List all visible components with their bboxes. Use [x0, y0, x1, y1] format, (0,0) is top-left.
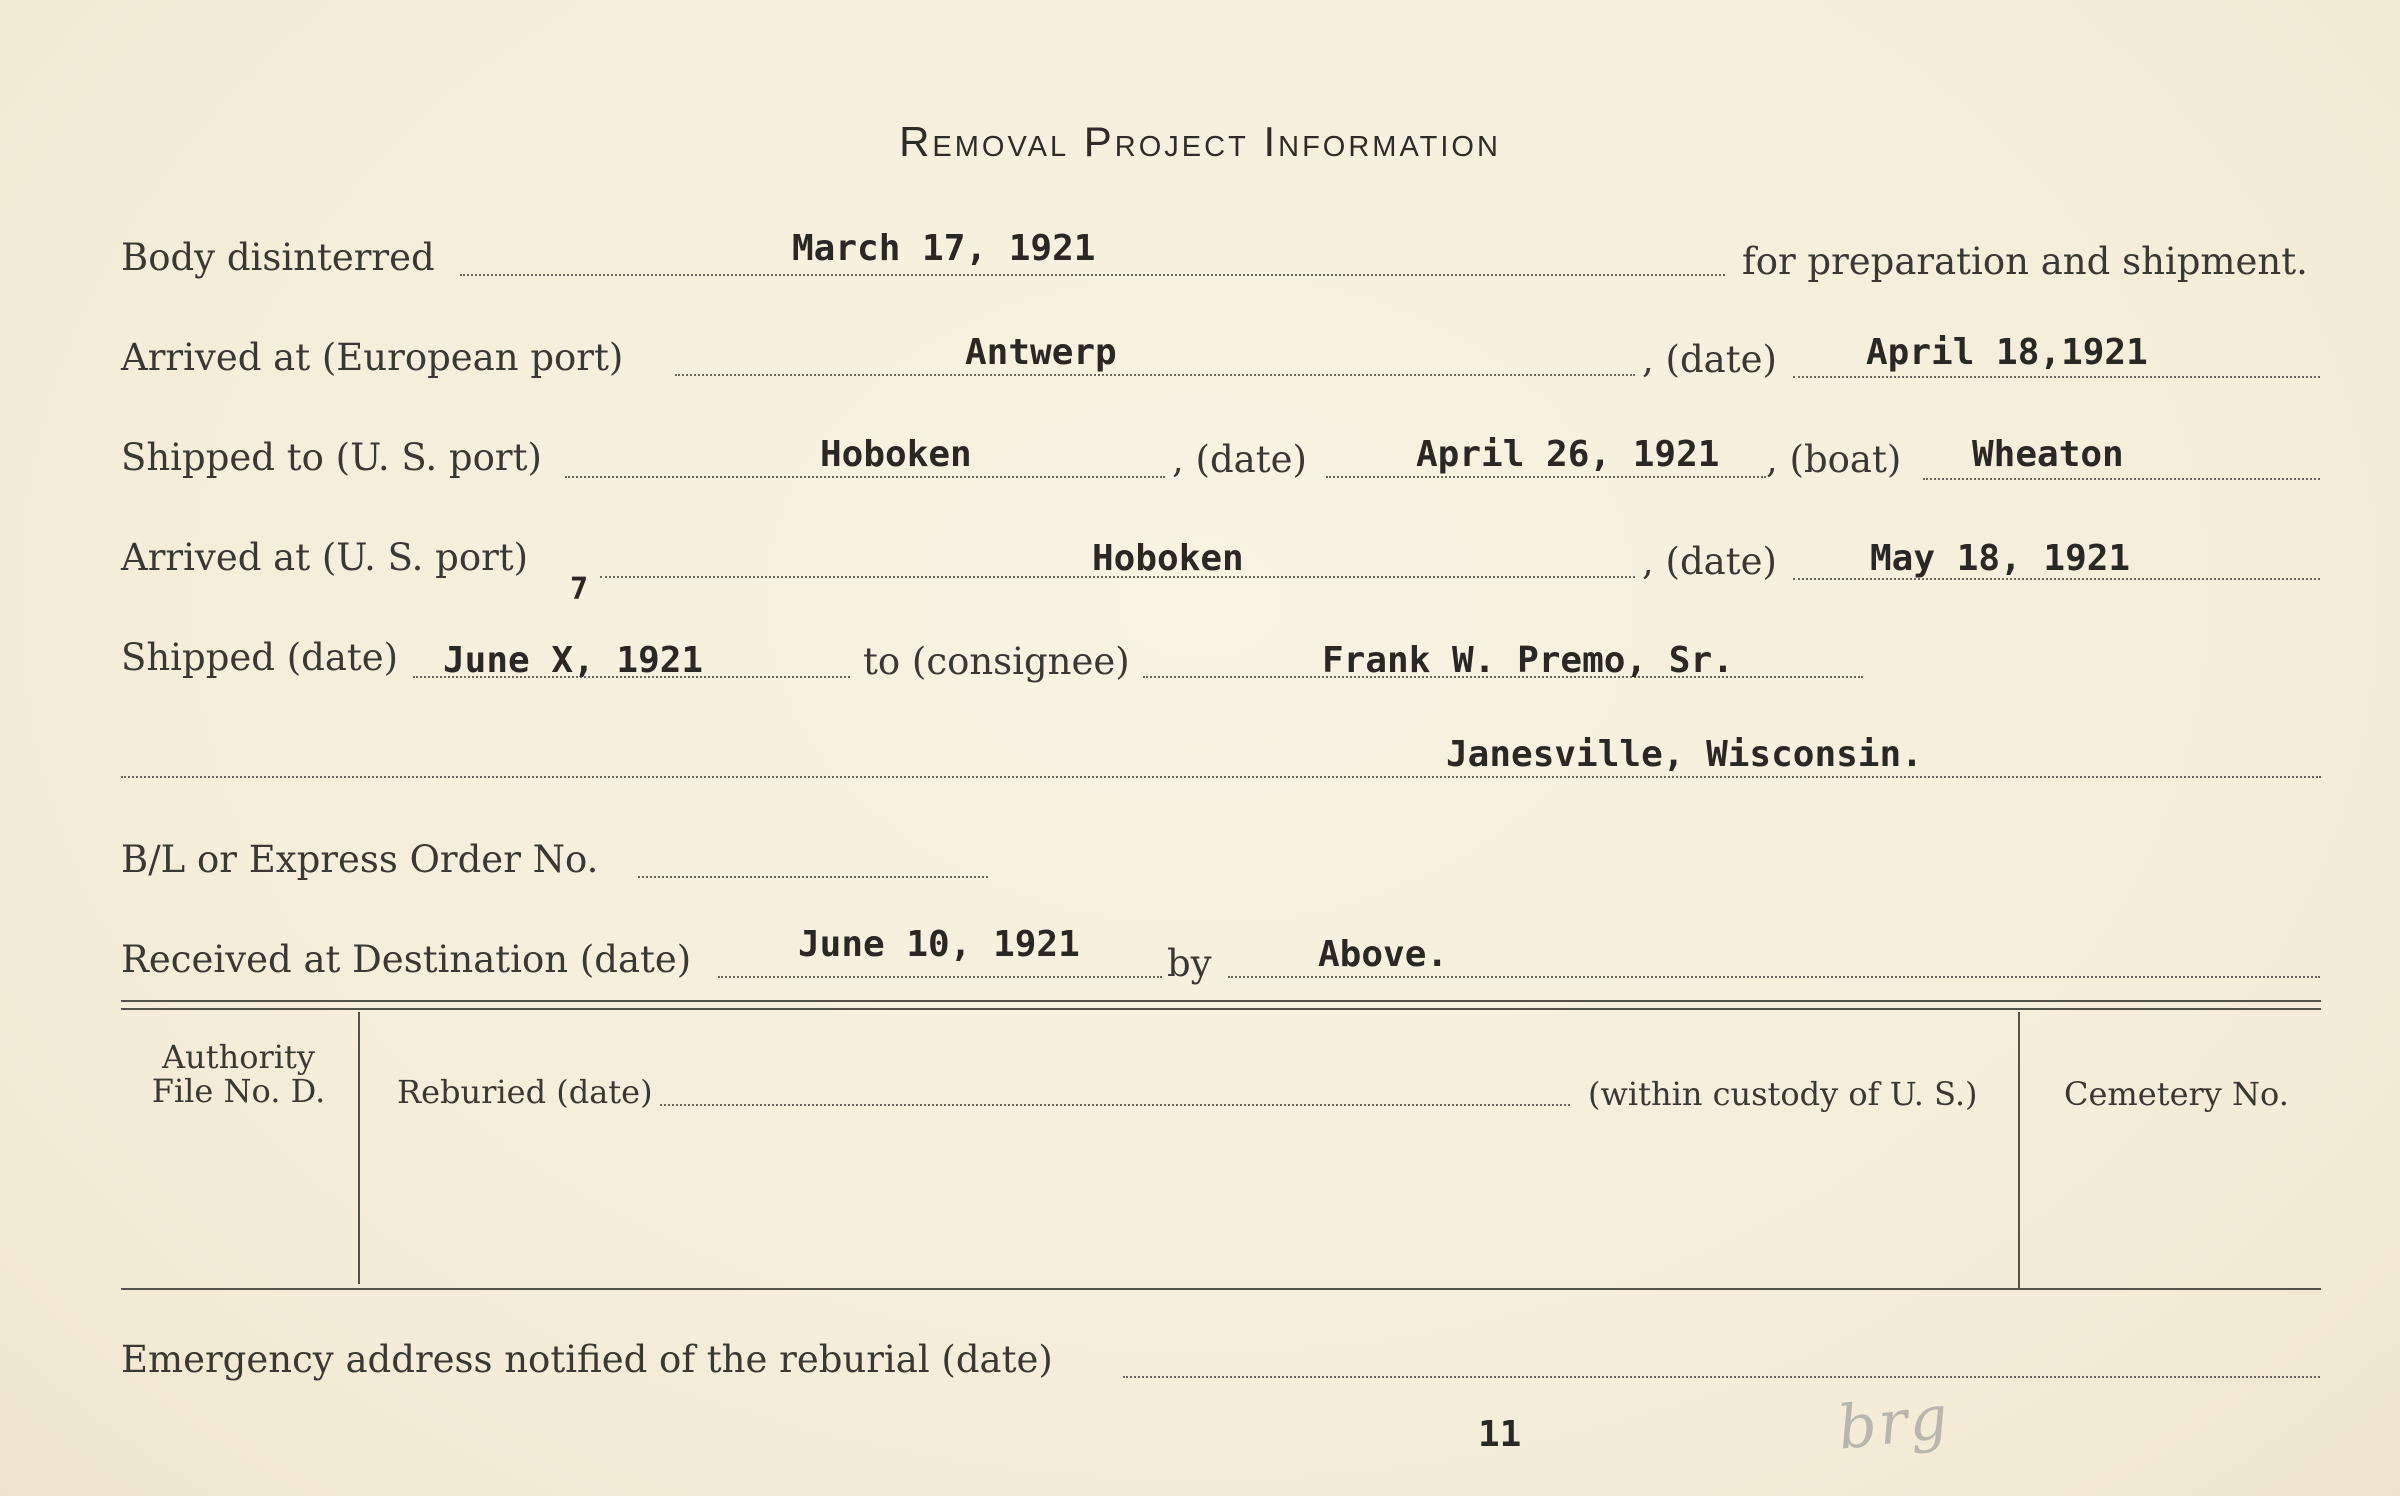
shipped-us-line	[565, 476, 1165, 478]
received-date-value: June 10, 1921	[798, 924, 1080, 965]
custody-label: (within custody of U. S.)	[1588, 1075, 1978, 1113]
consignee-value: Frank W. Premo, Sr.	[1322, 640, 1734, 681]
shipped-us-date-label: , (date)	[1172, 438, 1307, 481]
arrived-european-date-label: , (date)	[1642, 338, 1777, 381]
cemetery-label: Cemetery No.	[2064, 1075, 2289, 1113]
reburied-label: Reburied (date)	[397, 1073, 653, 1111]
shipped-us-boat-label: , (boat)	[1766, 438, 1902, 481]
shipped-us-port-value: Hoboken	[820, 434, 972, 475]
received-label: Received at Destination (date)	[121, 938, 692, 981]
arrived-us-date-label: , (date)	[1642, 540, 1777, 583]
shipped-us-date-value: April 26, 1921	[1416, 434, 1720, 475]
arrived-european-label: Arrived at (European port)	[121, 336, 624, 379]
arrived-us-date-value: May 18, 1921	[1870, 538, 2131, 579]
shipped-date-label: Shipped (date)	[121, 636, 399, 679]
address-line	[121, 776, 2321, 778]
arrived-us-mark: 7	[570, 572, 589, 607]
box-top-rule	[121, 1000, 2321, 1002]
pencil-note: brg	[1834, 1382, 1953, 1464]
body-disinterred-value: March 17, 1921	[792, 228, 1096, 269]
arrived-us-label: Arrived at (U. S. port)	[121, 536, 529, 579]
authority-label-line2: File No. D.	[151, 1072, 326, 1110]
arrived-european-line	[675, 374, 1635, 376]
arrived-european-date-line	[1793, 376, 2320, 378]
emergency-label: Emergency address notified of the reburial (date)	[121, 1338, 1053, 1381]
shipped-us-date-line	[1326, 476, 1766, 478]
shipped-date-value: June X, 1921	[443, 640, 704, 681]
shipped-us-boat-value: Wheaton	[1972, 434, 2124, 475]
card-number: 11	[1478, 1414, 1522, 1455]
box-divider-right	[2018, 1012, 2020, 1288]
arrived-us-port-value: Hoboken	[1092, 538, 1244, 579]
consignee-address-value: Janesville, Wisconsin.	[1446, 734, 1923, 775]
consignee-label: to (consignee)	[863, 640, 1130, 683]
shipped-us-boat-line	[1923, 478, 2320, 480]
bl-order-label: B/L or Express Order No.	[121, 838, 599, 881]
reburied-line	[660, 1104, 1570, 1106]
box-top-rule-double	[121, 1008, 2321, 1010]
authority-label	[121, 1040, 356, 1108]
emergency-line	[1123, 1376, 2320, 1378]
received-by-value: Above.	[1318, 934, 1449, 975]
authority-label-line1: Authority	[162, 1038, 315, 1076]
body-disinterred-line	[460, 274, 1725, 276]
shipped-us-label: Shipped to (U. S. port)	[121, 436, 542, 479]
received-by-label: by	[1167, 942, 1212, 985]
arrived-european-date-value: April 18,1921	[1866, 332, 2148, 373]
box-bottom-rule	[121, 1288, 2321, 1290]
received-line	[718, 976, 1162, 978]
bl-order-line	[638, 876, 988, 878]
body-disinterred-suffix: for preparation and shipment.	[1742, 240, 2308, 283]
arrived-european-port-value: Antwerp	[965, 332, 1117, 373]
box-divider-left	[358, 1012, 360, 1284]
received-by-line	[1228, 976, 2320, 978]
card-title: Removal Project Information	[899, 118, 1501, 165]
body-disinterred-label: Body disinterred	[121, 236, 435, 279]
